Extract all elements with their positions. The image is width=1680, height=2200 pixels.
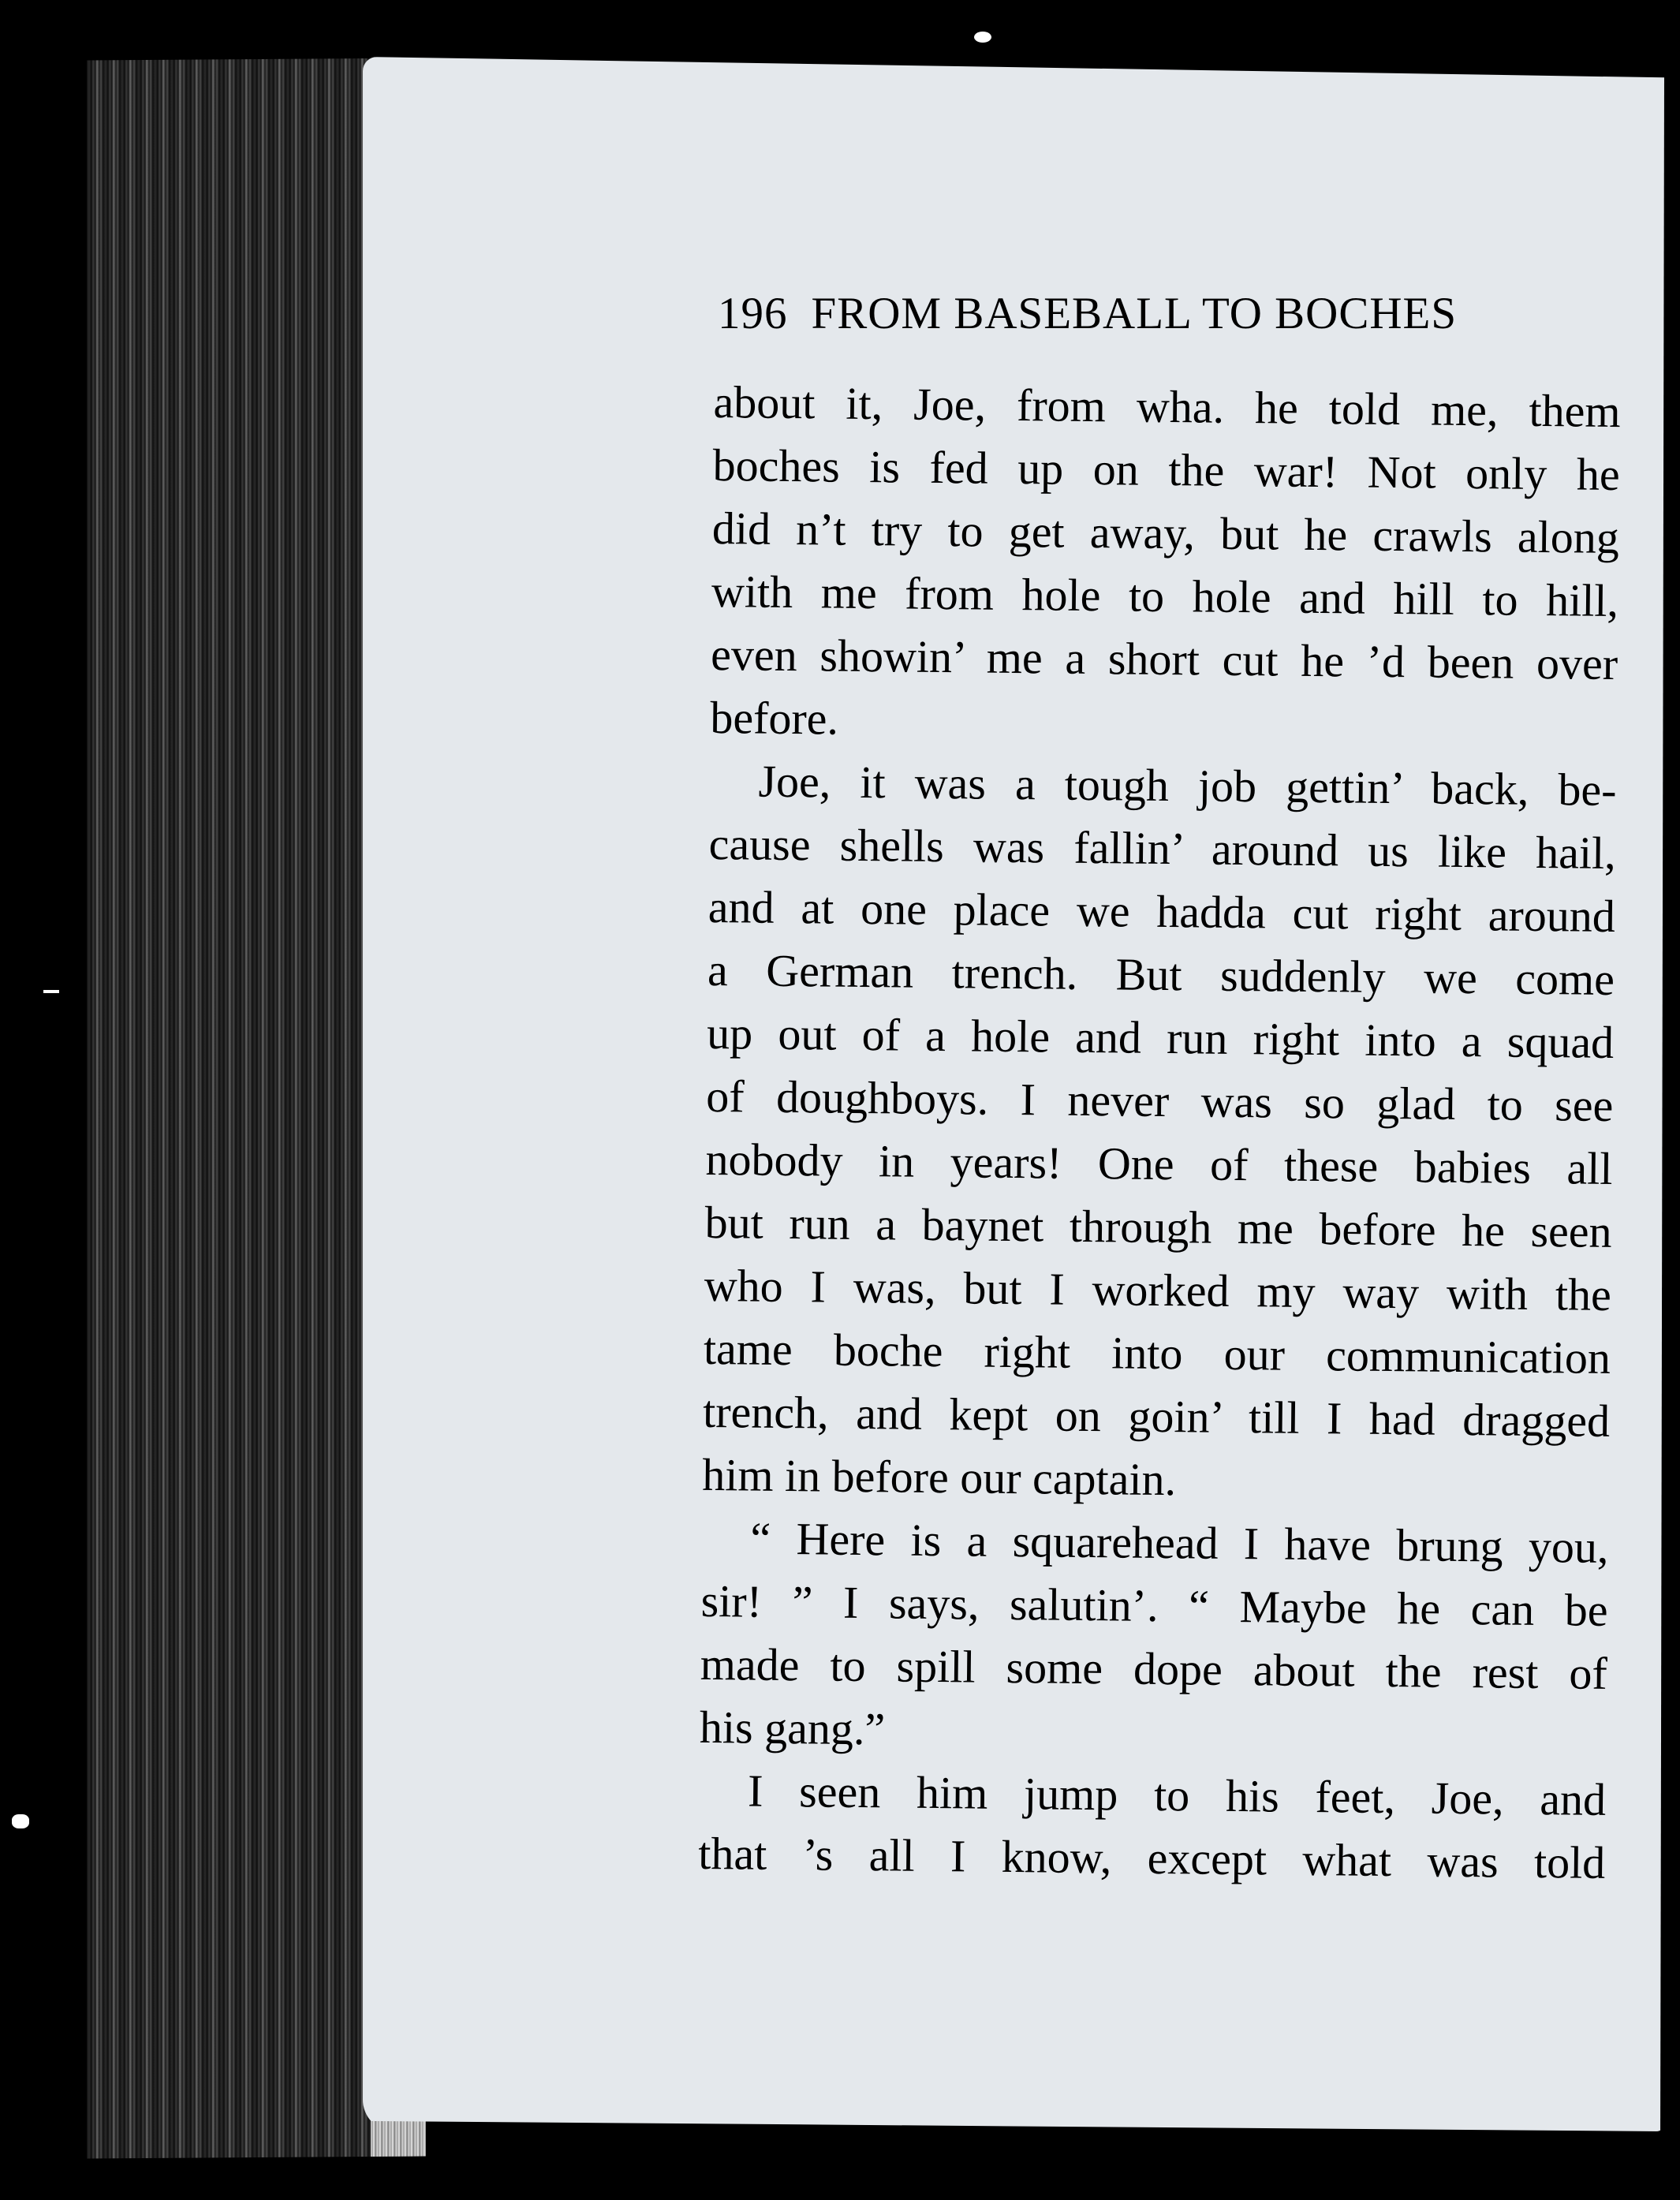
- page-text: [698, 371, 1621, 1895]
- text-line: Joe, it was a tough job gettin’ back, be-: [758, 755, 1617, 816]
- text-line: his gang.”: [699, 1701, 886, 1755]
- text-line: “ Here is a squarehead I have brung you,: [750, 1512, 1609, 1573]
- text-line: before.: [710, 691, 839, 745]
- page-number: 196: [718, 289, 788, 338]
- text-line: trench, and kept on goin’ till I had dragged: [702, 1385, 1611, 1447]
- text-line: did n’t try to get away, but he crawls along: [711, 502, 1620, 564]
- text-line: him in before our captain.: [702, 1448, 1177, 1506]
- speck-left-1: [43, 990, 59, 993]
- text-line: about it, Joe, from wha. he told me, them: [713, 375, 1621, 438]
- speck-top: [974, 32, 991, 43]
- text-line: who I was, but I worked my way with the: [704, 1259, 1612, 1320]
- running-head: [718, 288, 1601, 339]
- text-line: up out of a hole and run right into a squad: [706, 1007, 1615, 1068]
- text-line: made to spill some dope about the rest of: [700, 1638, 1608, 1699]
- text-line: and at one place we hadda cut right around: [707, 880, 1616, 943]
- running-title: FROM BASEBALL TO BOCHES: [811, 289, 1458, 338]
- text-line: I seen him jump to his feet, Joe, and: [747, 1765, 1607, 1825]
- text-line: of doughboys. I never was so glad to see: [706, 1070, 1614, 1131]
- text-line: a German trench. But suddenly we come: [707, 943, 1615, 1005]
- text-line: cause shells was fallin’ around us like hail,: [708, 817, 1616, 880]
- text-line: sir! ” I says, salutin’. “ Maybe he can be: [700, 1574, 1608, 1636]
- text-line: that ’s all I know, except what was told: [697, 1827, 1606, 1888]
- speck-left-2: [12, 1814, 29, 1828]
- text-line: even showin’ me a short cut he ’d been over: [710, 628, 1618, 690]
- text-line: nobody in years! One of these babies all: [705, 1133, 1613, 1194]
- text-line: but run a baynet through me before he seen: [704, 1196, 1612, 1257]
- text-line: boches is fed up on the war! Not only he: [712, 439, 1621, 501]
- text-line: tame boche right into our communication: [703, 1322, 1611, 1384]
- text-line: with me from hole to hole and hill to hill,: [711, 565, 1619, 627]
